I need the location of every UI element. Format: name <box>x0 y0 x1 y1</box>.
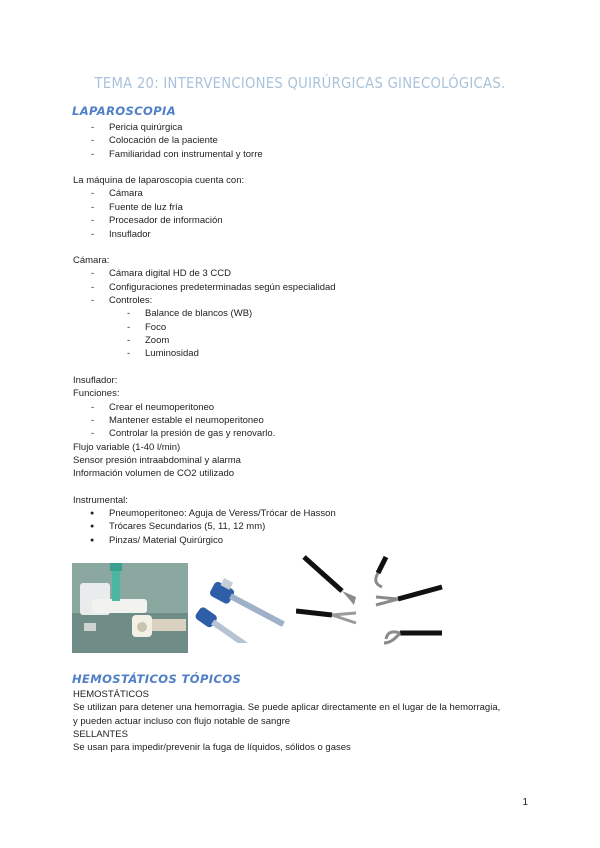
list-dash: - <box>91 428 95 439</box>
list-item: Foco <box>145 322 167 333</box>
paragraph: Flujo variable (1-40 l/min) <box>73 442 181 453</box>
list-item: Fuente de luz fría <box>109 202 183 213</box>
list-item: Pneumoperitoneo: Aguja de Veress/Trócar de Hasson <box>109 508 336 519</box>
list-dash: - <box>91 215 95 226</box>
list-dash: - <box>91 282 95 293</box>
section-heading-hemostaticos: HEMOSTÁTICOS TÓPICOS <box>72 672 242 686</box>
list-dash: - <box>91 202 95 213</box>
list-item: Zoom <box>145 335 170 346</box>
list-dash: - <box>91 188 95 199</box>
list-dash: - <box>127 308 131 319</box>
list-item: Configuraciones predeterminadas según especialidad <box>109 282 336 293</box>
paragraph: La máquina de laparoscopia cuenta con: <box>73 175 245 186</box>
trocars-image <box>192 575 288 643</box>
list-dash: - <box>91 402 95 413</box>
list-dash: - <box>91 295 95 306</box>
list-item: Luminosidad <box>145 348 199 359</box>
veress-needle-image <box>72 563 188 653</box>
list-item: Cámara <box>109 188 143 199</box>
list-item: Pinzas/ Material Quirúrgico <box>109 535 224 546</box>
bullet-icon: ● <box>90 523 95 530</box>
paragraph: Insuflador: <box>73 375 118 386</box>
page-title: TEMA 20: INTERVENCIONES QUIRÚRGICAS GINECOLÓGICAS. <box>94 74 506 92</box>
page-number: 1 <box>522 797 528 808</box>
paragraph: Se utilizan para detener una hemorragia. Se puede aplicar directamente en el lugar de la hemorragia, <box>73 702 501 713</box>
list-item: Familiaridad con instrumental y torre <box>109 149 263 160</box>
bullet-icon: ● <box>90 537 95 544</box>
list-dash: - <box>127 335 131 346</box>
list-dash: - <box>91 149 95 160</box>
list-item: Cámara digital HD de 3 CCD <box>109 268 231 279</box>
list-dash: - <box>91 229 95 240</box>
paragraph: Cámara: <box>73 255 110 266</box>
list-dash: - <box>91 268 95 279</box>
list-item: Insuflador <box>109 229 151 240</box>
list-item: Crear el neumoperitoneo <box>109 402 215 413</box>
list-dash: - <box>91 135 95 146</box>
list-item: Pericia quirúrgica <box>109 122 183 133</box>
forceps-image <box>296 553 444 651</box>
subheading: SELLANTES <box>73 729 128 740</box>
list-item: Mantener estable el neumoperitoneo <box>109 415 264 426</box>
section-heading-laparoscopia: LAPAROSCOPIA <box>72 104 177 118</box>
list-dash: - <box>127 322 131 333</box>
list-item: Controlar la presión de gas y renovarlo. <box>109 428 276 439</box>
list-item: Trócares Secundarios (5, 11, 12 mm) <box>109 521 266 532</box>
paragraph: Sensor presión intraabdominal y alarma <box>73 455 241 466</box>
paragraph: Se usan para impedir/prevenir la fuga de líquidos, sólidos o gases <box>73 742 351 753</box>
paragraph: Información volumen de CO2 utilizado <box>73 468 235 479</box>
list-dash: - <box>127 348 131 359</box>
paragraph: y pueden actuar incluso con flujo notable de sangre <box>73 716 291 727</box>
paragraph: Funciones: <box>73 388 120 399</box>
list-dash: - <box>91 415 95 426</box>
list-dash: - <box>91 122 95 133</box>
list-item: Colocación de la paciente <box>109 135 218 146</box>
list-item: Procesador de información <box>109 215 223 226</box>
list-item: Balance de blancos (WB) <box>145 308 253 319</box>
list-item: Controles: <box>109 295 153 306</box>
bullet-icon: ● <box>90 510 95 517</box>
subheading: HEMOSTÁTICOS <box>73 689 150 700</box>
paragraph: Instrumental: <box>73 495 128 506</box>
